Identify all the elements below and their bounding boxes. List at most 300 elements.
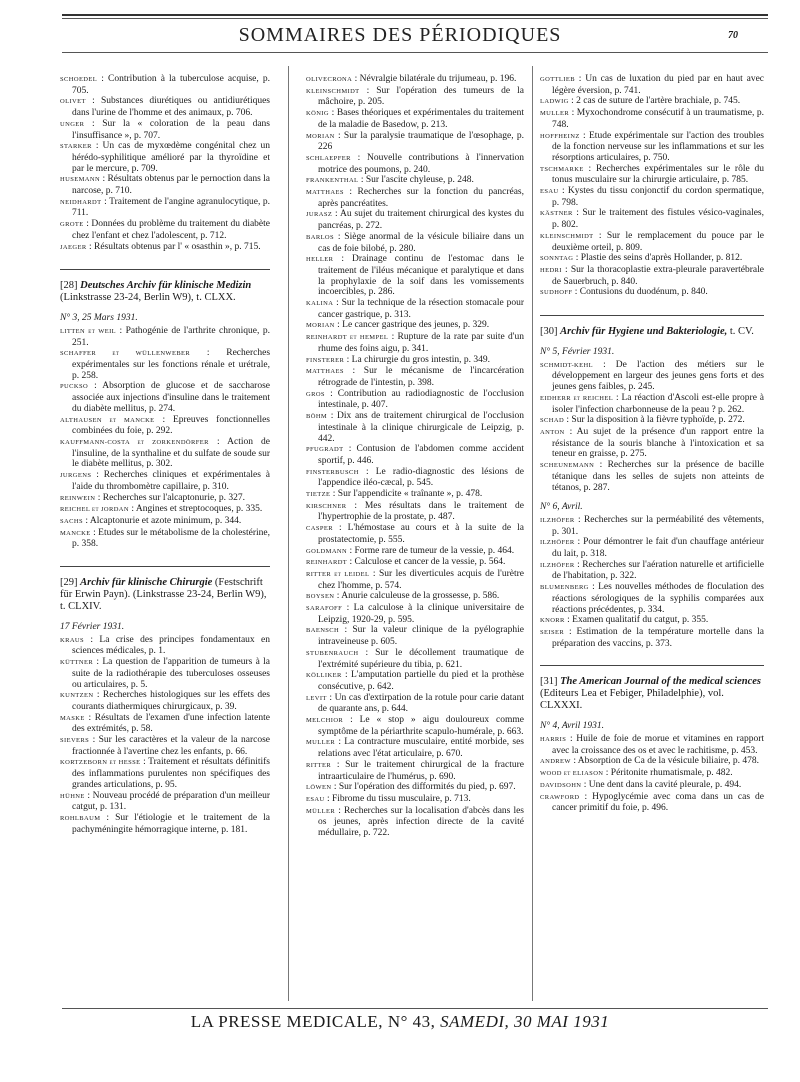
entry-text: : Péritonite rhumatismale, p. 482. bbox=[605, 768, 733, 779]
article-entry bbox=[540, 131, 764, 164]
article-entry bbox=[540, 231, 764, 253]
entry-text: : Recherches histologiques sur les effets des courants diathermiques chirurgicaux, p. 39. bbox=[72, 690, 271, 712]
journal-publisher: (Editeurs Lea et Febiger, Philadelphie), vol. CLXXXI. bbox=[540, 688, 724, 712]
entry-author: SEISER bbox=[540, 628, 565, 636]
article-entry bbox=[306, 591, 524, 603]
entry-text: : Estimation de la température mortelle dans la préparation des vaccins, p. 373. bbox=[552, 626, 764, 649]
entry-author: LADWIG bbox=[540, 98, 569, 106]
entry-author: ANDREW bbox=[540, 758, 571, 766]
article-entry bbox=[540, 537, 764, 559]
entry-author: HEDRI bbox=[540, 266, 562, 274]
article-entry bbox=[60, 528, 270, 550]
article-entry bbox=[306, 209, 524, 231]
entry-author: GOLDMANN bbox=[306, 547, 348, 555]
entry-author: HUSEMANN bbox=[60, 176, 101, 184]
page-footer bbox=[0, 1012, 800, 1032]
journal-heading bbox=[540, 326, 764, 338]
article-entry bbox=[540, 427, 764, 460]
article-entry bbox=[306, 74, 524, 86]
entry-author: ILZHÖFER bbox=[540, 539, 575, 547]
entry-author: NEIDHARDT bbox=[60, 198, 102, 206]
entry-text: : Sur le mécanisme de l'incarcération rétrograde de l'intestin, p. 398. bbox=[318, 366, 524, 388]
column-3 bbox=[540, 74, 764, 814]
article-entry bbox=[306, 794, 524, 806]
entry-text: : Myxochondrome consécutif à un traumatisme, p. 748. bbox=[552, 108, 764, 130]
footer-journal: LA PRESSE MEDICALE, bbox=[190, 1012, 384, 1031]
journal-publisher: (Linkstrasse 23-24, Berlin W9), t. CLXX. bbox=[60, 292, 236, 304]
entry-text: : Etude expérimentale sur l'action des troubles de la fonction nerveuse sur les inflammations et sur les résorptions articulaires, p. 750. bbox=[552, 130, 765, 163]
entry-text: : Un cas de myxœdème congénital chez un hérédo-syphilitique amélioré par la thyroïdine et par le mercure, p. 709. bbox=[72, 141, 271, 174]
entry-author: SCHEUNEMANN bbox=[540, 462, 595, 470]
article-entry bbox=[306, 467, 524, 489]
entry-author: ROHLBAUM bbox=[60, 814, 101, 822]
entry-author: ALTHAUSEN et MANCKE bbox=[60, 416, 155, 424]
column-divider bbox=[532, 66, 533, 1001]
entry-text: : Kystes du tissu conjonctif du cordon spermatique, p. 798. bbox=[552, 186, 765, 208]
article-entry bbox=[306, 737, 524, 759]
entry-author: REINHARDT bbox=[306, 559, 348, 567]
entry-text: : Recherches expérimentales sur le rôle du tonus musculaire sur la chirurgie articulaire, p. 785. bbox=[552, 163, 765, 186]
entry-text: : Anurie calculeuse de la grossesse, p. 586. bbox=[336, 591, 500, 602]
entry-author: REINHARDT et HEMPEL bbox=[306, 334, 389, 342]
article-entry bbox=[306, 108, 524, 130]
entry-text: : Sur l'opération des tumeurs de la mâchoire, p. 205. bbox=[318, 85, 525, 108]
entry-text: : Absorption de Ca de la vésicule biliaire, p. 478. bbox=[573, 756, 760, 767]
entry-author: MATTHAES bbox=[306, 368, 344, 376]
column-1 bbox=[60, 74, 270, 835]
entry-text: : Epreuves fonctionnelles combinées du foie, p. 292. bbox=[72, 414, 271, 437]
entry-list bbox=[60, 635, 270, 836]
article-entry bbox=[540, 287, 764, 299]
article-entry bbox=[306, 501, 524, 523]
entry-author: OLIVET bbox=[60, 98, 86, 106]
entry-author: REICHEL et JORDAN bbox=[60, 506, 129, 514]
entry-text: : Contusion de l'abdomen comme accident sportif, p. 446. bbox=[318, 444, 524, 466]
entry-text: : Sur les caractères et la valeur de la narcose fractionnée à l'avertine chez les enfants, p. 66. bbox=[72, 735, 270, 757]
entry-author: PUCKSO bbox=[60, 383, 89, 391]
article-entry bbox=[60, 690, 270, 712]
entry-text: : Sur l'ascite chyleuse, p. 248. bbox=[360, 175, 474, 186]
entry-text: : Dix ans de traitement chirurgical de l'occlusion intestinale à la clinique chirurgicale de Leipzig, p. 442. bbox=[318, 411, 525, 444]
article-entry bbox=[60, 174, 270, 196]
entry-text: : Recherches expérimentales sur les fonctions rénale et urétrale, p. 258. bbox=[72, 348, 271, 381]
entry-author: KIRSCHNER bbox=[306, 502, 347, 510]
article-entry bbox=[306, 782, 524, 794]
article-entry bbox=[60, 96, 270, 118]
article-entry bbox=[540, 615, 764, 627]
entry-list bbox=[540, 734, 764, 814]
article-entry bbox=[306, 355, 524, 367]
journal-publisher: t. CV. bbox=[729, 326, 754, 338]
entry-author: MORIAN bbox=[306, 322, 335, 330]
entry-list bbox=[540, 360, 764, 493]
journal-heading bbox=[60, 280, 270, 304]
entry-author: STUBENRAUCH bbox=[306, 649, 359, 657]
article-entry bbox=[540, 582, 764, 615]
entry-text: : Pathogénie de l'arthrite chronique, p. 251. bbox=[72, 325, 270, 348]
entry-text: : Traitement de l'angine agranulocytique, p. 711. bbox=[72, 196, 270, 219]
entry-text: : Recherches sur la localisation d'abcès dans les os jeunes, après infection directe de la cavité médullaire, p. 722. bbox=[318, 805, 524, 839]
article-entry bbox=[540, 415, 764, 427]
journal-publisher: (Festschrift für Erwin Payn). (Linkstrasse 23-24, Berlin W9), t. CLXIV. bbox=[60, 577, 267, 613]
article-entry bbox=[306, 298, 524, 320]
entry-text: : Un cas d'extirpation de la rotule pour carie datant de quarante ans, p. 644. bbox=[318, 692, 525, 715]
entry-author: KÄSTNER bbox=[540, 210, 573, 218]
article-entry bbox=[306, 670, 524, 692]
entry-text: : La crise des principes fondamentaux en sciences médicales, p. 1. bbox=[72, 634, 271, 657]
article-entry bbox=[60, 757, 270, 790]
entry-author: REINWEIN bbox=[60, 494, 96, 502]
header-top-rule bbox=[62, 14, 768, 16]
entry-list bbox=[540, 74, 764, 299]
journal-heading bbox=[60, 577, 270, 613]
journal-number: [29] bbox=[60, 577, 78, 589]
entry-text: : Sur l'opération des difformités du pied, p. 697. bbox=[333, 782, 516, 793]
entry-author: KÜTTNER bbox=[60, 659, 94, 667]
entry-text: : Une dent dans la cavité pleurale, p. 494. bbox=[583, 779, 742, 790]
entry-author: BLUMENBERG bbox=[540, 584, 589, 592]
article-entry bbox=[306, 715, 524, 737]
entry-author: HOFFHEINZ bbox=[540, 132, 580, 140]
article-entry bbox=[540, 780, 764, 792]
entry-text: : La calculose à la clinique universitaire de Leipzig, 1920-29, p. 595. bbox=[318, 603, 525, 625]
entry-author: SCHAD bbox=[540, 417, 565, 425]
article-entry bbox=[540, 108, 764, 130]
entry-author: MASKE bbox=[60, 714, 85, 722]
entry-author: RITTER et LEIDEL bbox=[306, 570, 370, 578]
entry-text: : Un cas de luxation du pied par en haut avec légère éversion, p. 741. bbox=[552, 74, 764, 96]
entry-text: : Sur les diverticules acquis de l'urètre chez l'homme, p. 574. bbox=[318, 568, 525, 591]
entry-text: : Résultats obtenus par le pernoction dans la narcose, p. 710. bbox=[72, 174, 271, 197]
article-entry bbox=[540, 460, 764, 493]
entry-author: SCHAFFER et WÜLLENWEBER bbox=[60, 350, 191, 358]
entry-text: : Examen qualitatif du catgut, p. 355. bbox=[567, 615, 709, 626]
article-entry bbox=[306, 131, 524, 153]
section-separator bbox=[60, 566, 270, 567]
entry-text: : Névralgie bilatérale du trijumeau, p. 196. bbox=[354, 74, 517, 84]
article-entry bbox=[60, 735, 270, 757]
entry-author: MORIAN bbox=[306, 132, 335, 140]
header-bottom-rule bbox=[62, 52, 768, 53]
entry-author: LEVIT bbox=[306, 694, 327, 702]
article-entry bbox=[60, 348, 270, 381]
page-title: SOMMAIRES DES PÉRIODIQUES bbox=[238, 24, 562, 46]
article-entry bbox=[60, 813, 270, 835]
article-entry bbox=[540, 96, 764, 108]
entry-author: KÖLLIKER bbox=[306, 672, 342, 680]
entry-author: MANCKE bbox=[60, 529, 91, 537]
section-separator bbox=[540, 315, 764, 316]
journal-heading bbox=[540, 676, 764, 712]
article-entry bbox=[306, 187, 524, 209]
article-entry bbox=[306, 625, 524, 647]
entry-text: : Nouvelle contributions à l'innervation motrice des poumons, p. 240. bbox=[318, 152, 524, 175]
article-entry bbox=[60, 219, 270, 241]
article-entry bbox=[540, 265, 764, 287]
entry-author: FINSTERBUSCH bbox=[306, 468, 359, 476]
entry-text: : Pour démontrer le fait d'un chauffage antérieur du lait, p. 318. bbox=[552, 537, 764, 560]
entry-text: : Le « stop » aigu douloureux comme symptôme de la périarthrite scapulo-humérale, p. 663. bbox=[318, 715, 524, 737]
article-entry bbox=[60, 242, 270, 254]
entry-text: : Fibrome du tissu musculaire, p. 713. bbox=[326, 794, 471, 804]
entry-author: GROS bbox=[306, 390, 325, 398]
article-entry bbox=[540, 253, 764, 265]
article-entry bbox=[60, 119, 270, 141]
entry-author: LITTEN et WEIL bbox=[60, 327, 117, 335]
entry-author: JURGENS bbox=[60, 472, 92, 480]
journal-title: The American Journal of the medical sciences bbox=[560, 676, 761, 688]
entry-text: : Bases théoriques et expérimentales du traitement de la maladie de Basedow, p. 213. bbox=[318, 108, 525, 130]
entry-text: : Rupture de la rate par suite d'un rhume des foins aigu, p. 341. bbox=[318, 332, 525, 354]
article-entry bbox=[306, 86, 524, 108]
entry-text: : Huile de foie de morue et vitamines en rapport avec la croissance des os et avec le rachitisme, p. 453. bbox=[552, 734, 764, 756]
entry-author: WOOD et ELIASON bbox=[540, 770, 604, 778]
entry-text: : Sur la technique de la résection stomacale pour cancer gastrique, p. 313. bbox=[318, 298, 524, 320]
article-entry bbox=[306, 232, 524, 254]
entry-author: KAUFFMANN-COSTA et ZORKENDÖRFER bbox=[60, 438, 209, 446]
section-separator bbox=[540, 665, 764, 666]
journal-number: [31] bbox=[540, 676, 558, 688]
entry-author: ILZHÖFER bbox=[540, 561, 575, 569]
journal-number: [28] bbox=[60, 280, 78, 292]
entry-author: JAEGER bbox=[60, 243, 87, 251]
entry-text: : Angines et streptocoques, p. 335. bbox=[131, 504, 263, 515]
issue-date: N° 4, Avril 1931. bbox=[540, 721, 605, 732]
entry-author: OLIVECRONA bbox=[306, 76, 353, 83]
entry-author: MULLER bbox=[306, 739, 336, 747]
entry-text: : Absorption de glucose et de saccharose associée aux injections d'insuline dans le traitement du diabète mellitus, p. 274. bbox=[72, 381, 270, 414]
article-entry bbox=[306, 603, 524, 625]
entry-author: FRANKENTHAL bbox=[306, 177, 359, 185]
entry-text: : Sur l'étiologie et le traitement de la pachyméningite hémorragique interne, p. 181. bbox=[72, 812, 270, 835]
entry-text: : Recherches sur la perméabilité des vêtements, p. 301. bbox=[552, 514, 765, 537]
article-entry bbox=[540, 560, 764, 582]
entry-author: SACHS bbox=[60, 517, 83, 525]
entry-text: : Au sujet de la présence d'un rapport entre la résistance de la souris blanche à l'intoxication et sa teneur en graisse, p. 275. bbox=[552, 426, 764, 460]
entry-text: : Contribution à la tuberculose acquise, p. 705. bbox=[72, 74, 271, 96]
entry-author: BÖHM bbox=[306, 413, 328, 421]
entry-text: : Traitement et résultats définitifs des inflammations purulentes non spécifiques des grandes articulations, p. 95. bbox=[72, 757, 270, 790]
article-entry bbox=[306, 254, 524, 298]
article-entry bbox=[60, 504, 270, 516]
footer-rule bbox=[62, 1008, 768, 1009]
entry-text: : Etudes sur le métabolisme de la cholestérine, p. 358. bbox=[72, 527, 270, 550]
article-entry bbox=[306, 546, 524, 558]
entry-author: HARRIS bbox=[540, 736, 567, 744]
entry-text: : Le radio-diagnostic des lésions de l'appendice iléo-cæcal, p. 545. bbox=[318, 466, 524, 489]
entry-author: KUNTZEN bbox=[60, 692, 94, 700]
entry-author: CASPER bbox=[306, 525, 333, 533]
entry-text: : Sur le décollement traumatique de l'extrémité supérieure du tibia, p. 621. bbox=[318, 647, 524, 670]
entry-author: LÖWEN bbox=[306, 784, 332, 792]
entry-author: HÜHNE bbox=[60, 792, 85, 800]
entry-text: : Hypoglycémie avec coma dans un cas de cancer primitif du foie, p. 496. bbox=[552, 791, 764, 814]
entry-text: : La chirurgie du gros intestin, p. 349. bbox=[346, 354, 491, 365]
article-entry bbox=[540, 186, 764, 208]
journal-title: Archiv für Hygiene und Bakteriologie, bbox=[560, 326, 728, 338]
entry-author: UNGER bbox=[60, 120, 85, 128]
column-2 bbox=[306, 74, 524, 839]
entry-author: KNORR bbox=[540, 617, 565, 625]
entry-text: : Drainage continu de l'estomac dans le traitement de l'iléus mécanique et paralytique et dans la prophylaxie de la soif dans les vomissements incoercibles, p. 286. bbox=[318, 254, 525, 298]
article-entry bbox=[540, 360, 764, 393]
issue-date: N° 5, Février 1931. bbox=[540, 347, 615, 358]
article-entry bbox=[540, 734, 764, 756]
entry-text: : Résultats de l'examen d'une infection latente des extrémités, p. 58. bbox=[72, 712, 271, 735]
entry-author: TIETZE bbox=[306, 491, 331, 499]
section-separator bbox=[60, 269, 270, 270]
entry-author: KRAUS bbox=[60, 636, 85, 644]
entry-text: : Recherches sur l'alcaptonurie, p. 327. bbox=[97, 492, 246, 503]
article-entry bbox=[306, 332, 524, 354]
entry-author: ESAU bbox=[540, 188, 559, 196]
article-entry bbox=[306, 760, 524, 782]
article-entry bbox=[60, 713, 270, 735]
entry-author: CRAWFORD bbox=[540, 793, 580, 801]
article-entry bbox=[306, 366, 524, 388]
article-entry bbox=[60, 437, 270, 470]
issue-date: 17 Février 1931. bbox=[60, 622, 125, 633]
article-entry bbox=[60, 470, 270, 492]
article-entry bbox=[306, 444, 524, 466]
entry-text: : Alcaptonurie et azote minimum, p. 344. bbox=[85, 515, 242, 526]
journal-number: [30] bbox=[540, 326, 558, 338]
entry-text: : Sur la paralysie traumatique de l'œsophage, p. 226 bbox=[318, 130, 524, 153]
article-entry bbox=[540, 164, 764, 186]
article-entry bbox=[306, 693, 524, 715]
entry-author: PFUGRADT bbox=[306, 446, 344, 454]
entry-author: BOYSEN bbox=[306, 593, 335, 601]
entry-text: : Recherches sur l'aération naturelle et artificielle de l'habitation, p. 322. bbox=[552, 559, 764, 582]
entry-list bbox=[306, 74, 524, 839]
footer-issue-number: N° 43, bbox=[387, 1012, 436, 1031]
entry-author: HELLER bbox=[306, 256, 334, 264]
entry-text: : Nouveau procédé de préparation d'un meilleur catgut, p. 131. bbox=[72, 790, 271, 813]
entry-text: : Recherches cliniques et expérimentales à l'aide du thrombomètre capillaire, p. 310. bbox=[72, 470, 271, 492]
entry-list bbox=[60, 74, 270, 253]
header-top-rule-thin bbox=[62, 18, 768, 19]
entry-author: BAENSCH bbox=[306, 627, 340, 635]
article-entry bbox=[540, 756, 764, 768]
entry-text: : Sur le traitement chirurgical de la fracture intraarticulaire de l'humérus, p. 690. bbox=[318, 759, 525, 782]
entry-author: ANTON bbox=[540, 428, 565, 436]
entry-text: : Recherches sur la présence de bacille tétanique dans les selles de sujets non atteints de tétanos, p. 287. bbox=[552, 460, 764, 493]
entry-text: : Action de l'insuline, de la synthaline et du sulfate de soude sur le diabète mellitus, p. 302. bbox=[72, 436, 270, 470]
entry-author: JURASZ bbox=[306, 211, 333, 219]
article-entry bbox=[306, 489, 524, 501]
entry-author: KALINA bbox=[306, 300, 334, 308]
article-entry bbox=[540, 74, 764, 96]
entry-text: : La contracture musculaire, entité morbide, ses relations avec l'état articulaire, p. 670. bbox=[318, 737, 525, 760]
entry-author: TSCHMARKE bbox=[540, 165, 584, 173]
article-entry bbox=[60, 74, 270, 96]
entry-author: SONNTAG bbox=[540, 255, 574, 263]
article-entry bbox=[306, 648, 524, 670]
article-entry bbox=[60, 516, 270, 528]
page-number: 70 bbox=[728, 30, 738, 41]
entry-text: : Contribution au radiodiagnostic de l'occlusion intestinale, p. 407. bbox=[318, 388, 525, 411]
article-entry bbox=[60, 326, 270, 348]
entry-author: SUDHOFF bbox=[540, 289, 573, 297]
article-entry bbox=[540, 208, 764, 230]
article-entry bbox=[306, 806, 524, 839]
entry-author: SARAFOFF bbox=[306, 605, 343, 613]
entry-text: : 2 cas de suture de l'artère brachiale, p. 745. bbox=[571, 96, 741, 107]
entry-author: MATTHAES bbox=[306, 189, 344, 197]
article-entry bbox=[60, 197, 270, 219]
entry-author: KORTZEBORN et HESSE bbox=[60, 759, 141, 767]
article-entry bbox=[60, 791, 270, 813]
entry-author: ESAU bbox=[306, 796, 325, 803]
entry-text: : Forme rare de tumeur de la vessie, p. 464. bbox=[349, 545, 515, 556]
entry-text: : Contusions du duodénum, p. 840. bbox=[574, 287, 708, 298]
entry-author: DAVIDSOHN bbox=[540, 781, 582, 789]
entry-author: MULLER bbox=[540, 110, 570, 118]
article-entry bbox=[540, 515, 764, 537]
article-entry bbox=[60, 381, 270, 414]
entry-text: : Résultats obtenus par l' « osasthin », p. 715. bbox=[88, 241, 261, 252]
entry-text: : De l'action des métiers sur le développement en largeur des jeunes gens forts et des jeunes gens faibles, p. 245. bbox=[552, 359, 765, 393]
entry-author: GOTTLIEB bbox=[540, 76, 575, 83]
entry-text: : Calculose et cancer de la vessie, p. 564. bbox=[349, 557, 506, 568]
entry-author: RITTER bbox=[306, 761, 332, 769]
entry-author: STARKER bbox=[60, 143, 92, 151]
entry-text: : Recherches sur la fonction du pancréas, après pancréatites. bbox=[318, 187, 524, 209]
entry-list bbox=[540, 515, 764, 649]
issue-date: N° 3, 25 Mars 1931. bbox=[60, 313, 138, 324]
article-entry bbox=[60, 141, 270, 174]
entry-text: : Mes résultats dans le traitement de l'hypertrophie de la prostate, p. 487. bbox=[318, 500, 525, 523]
entry-text: : Siège anormal de la vésicule biliaire dans un cas de foie bilobé, p. 280. bbox=[318, 231, 524, 254]
article-entry bbox=[540, 768, 764, 780]
article-entry bbox=[540, 792, 764, 814]
article-entry bbox=[306, 153, 524, 175]
entry-author: BARLOS bbox=[306, 233, 335, 241]
entry-author: KÖNIG bbox=[306, 110, 329, 118]
article-entry bbox=[306, 557, 524, 569]
entry-author: FINSTERER bbox=[306, 356, 345, 364]
entry-text: : Sur la valeur clinique de la pyélographie intraveineuse p. 605. bbox=[318, 625, 525, 648]
entry-author: SIEVERS bbox=[60, 737, 90, 745]
article-entry bbox=[306, 411, 524, 444]
entry-author: MELCHIOR bbox=[306, 717, 344, 725]
entry-text: : Les nouvelles méthodes de floculation des réactions sérologiques de la syphilis comparées aux réactions précédentes, p. 334. bbox=[552, 582, 764, 615]
article-entry bbox=[540, 627, 764, 649]
article-entry bbox=[306, 320, 524, 332]
article-entry bbox=[306, 175, 524, 187]
entry-text: : Le cancer gastrique des jeunes, p. 329. bbox=[337, 320, 490, 331]
entry-author: EIDHERR et REICHEL bbox=[540, 394, 614, 402]
entry-list bbox=[60, 326, 270, 550]
article-entry bbox=[60, 415, 270, 437]
footer-date: SAMEDI, 30 MAI 1931 bbox=[440, 1012, 610, 1031]
entry-text: : Sur le traitement des fistules vésico-vaginales, p. 802. bbox=[552, 208, 765, 231]
article-entry bbox=[306, 389, 524, 411]
article-entry bbox=[60, 657, 270, 690]
entry-text: : La réaction d'Ascoli est-elle propre à isoler l'infection charbonneuse de la peau ? p. 262. bbox=[552, 392, 764, 415]
entry-text: : Sur la thoracoplastie extra-pleurale paravertébrale de Sauerbruch, p. 840. bbox=[552, 264, 764, 287]
article-entry bbox=[540, 393, 764, 415]
entry-author: ILZHÖFER bbox=[540, 516, 575, 524]
article-entry bbox=[60, 635, 270, 657]
entry-text: : Au sujet du traitement chirurgical des kystes du pancréas, p. 272. bbox=[318, 209, 524, 232]
entry-text: : Sur la « coloration de la peau dans l'insuffisance », p. 707. bbox=[72, 118, 270, 141]
article-entry bbox=[306, 523, 524, 545]
entry-text: : Substances diurétiques ou antidiurétiques dans l'urine de l'homme et des animaux, p. 706. bbox=[72, 96, 270, 119]
issue-date: N° 6, Avril. bbox=[540, 502, 583, 513]
entry-text: : L'amputation partielle du pied et la prothèse consécutive, p. 642. bbox=[318, 670, 524, 692]
article-entry bbox=[60, 493, 270, 505]
